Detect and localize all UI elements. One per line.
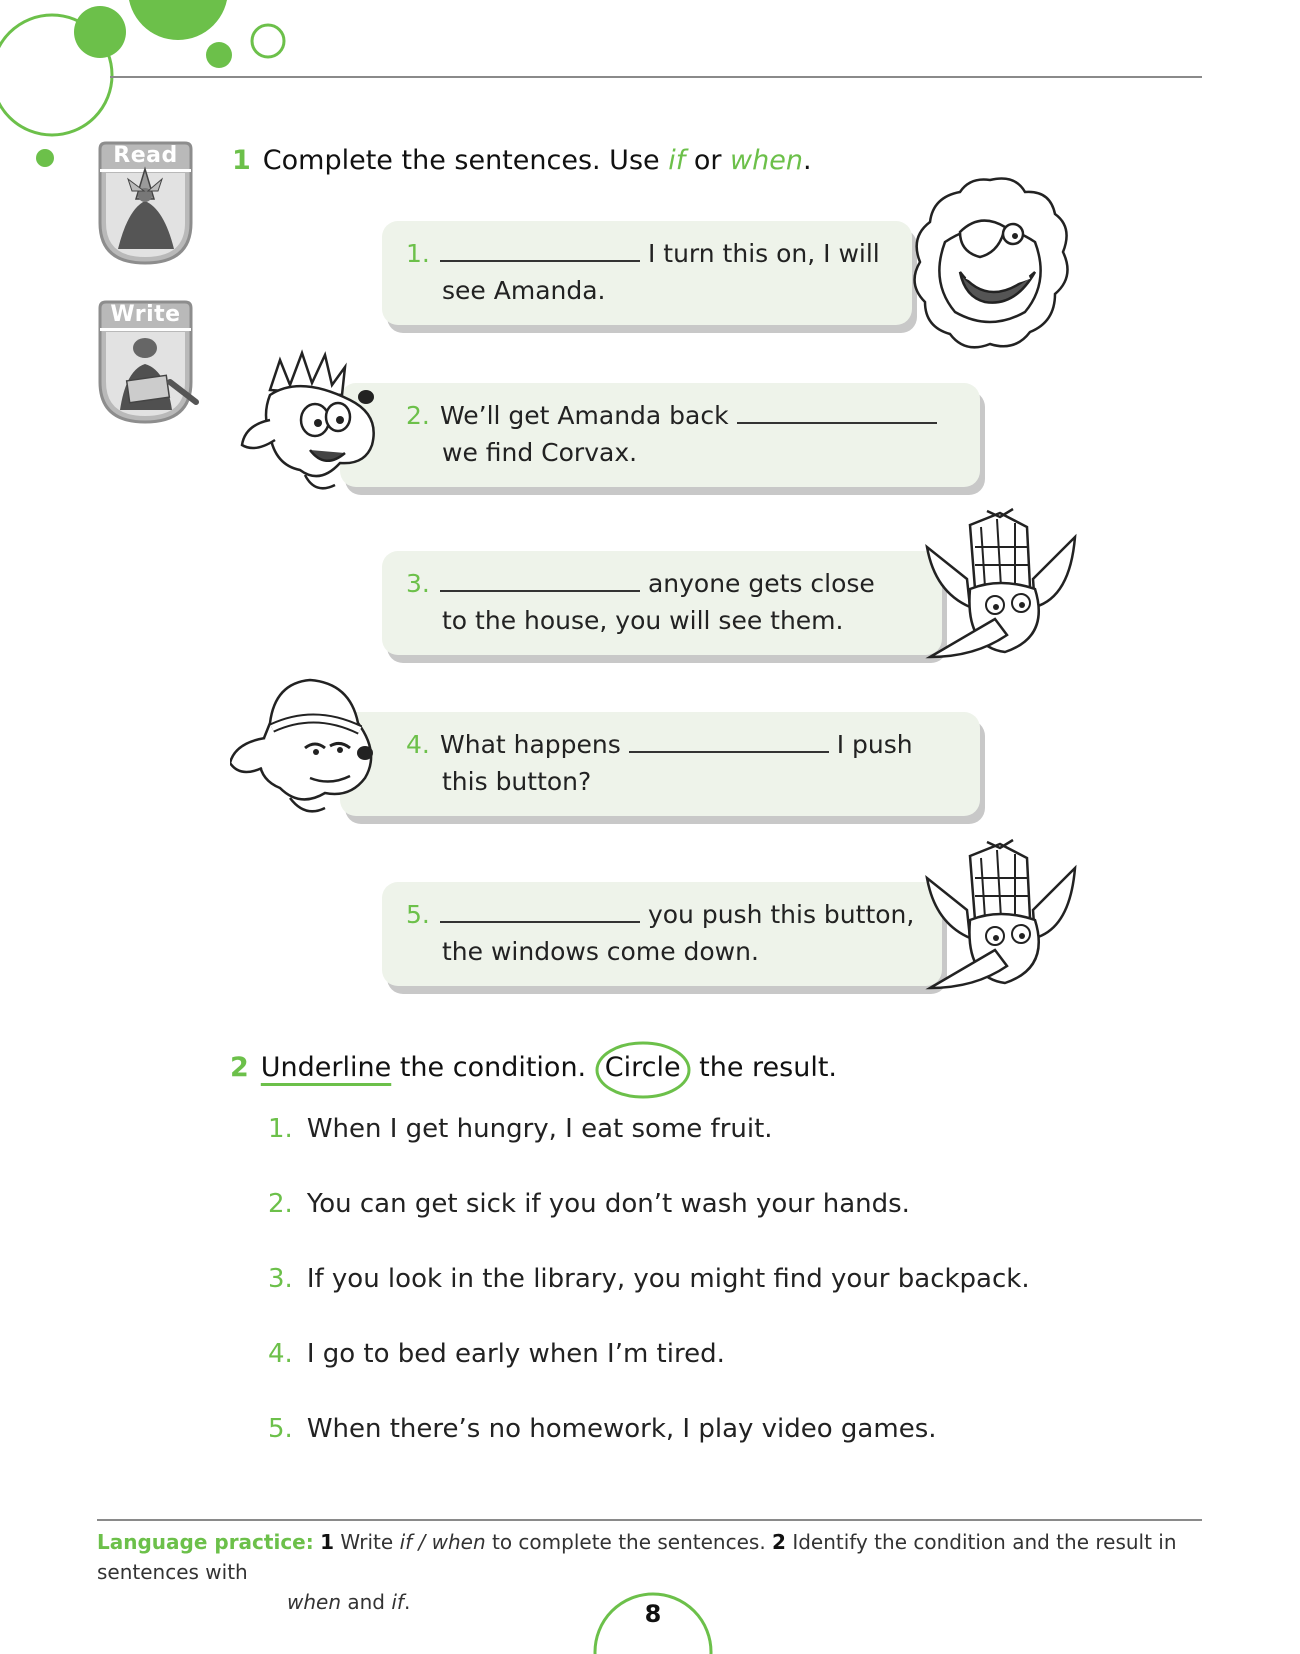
page-number: 8 [644, 1600, 662, 1628]
sentence-4 [406, 726, 913, 800]
sentence-text: you push this button, [647, 900, 915, 929]
footer-number: 2 [772, 1530, 786, 1554]
sentence-text: I push [836, 730, 913, 759]
sentence-text: see Amanda. [442, 276, 606, 305]
sentence-1 [406, 235, 880, 309]
answer-blank-3[interactable] [440, 568, 640, 592]
footer-text: . [403, 1590, 411, 1614]
sentence-text[interactable]: I go to bed early when I’m tired. [306, 1339, 725, 1369]
dog-crown-character-illustration [240, 345, 390, 505]
sentence-text: We’ll get Amanda back [440, 401, 729, 430]
item-number: 5. [406, 900, 430, 929]
header-rule [110, 76, 1202, 78]
footer-text: when [287, 1590, 342, 1614]
goblin-character-illustration [925, 507, 1085, 672]
speech-bubble-3 [382, 551, 942, 655]
exercise-number: 2 [230, 1052, 249, 1083]
list-item [268, 1189, 910, 1219]
sentence-3 [406, 565, 875, 639]
goblin-character-illustration [925, 838, 1085, 1003]
item-number: 3. [268, 1264, 293, 1294]
exercise-2-heading [230, 1052, 837, 1083]
sentence-text: I turn this on, I will [647, 239, 880, 268]
footer-text: and [341, 1590, 392, 1614]
sentence-text: to the house, you will see them. [442, 606, 844, 635]
exercise-number: 1 [232, 145, 251, 176]
instruction-text: the condition. [391, 1052, 595, 1083]
list-item [268, 1264, 1030, 1294]
footer-text: if [391, 1590, 404, 1614]
answer-blank-4[interactable] [629, 729, 829, 753]
item-number: 2. [406, 401, 430, 430]
instruction-end: . [802, 145, 812, 176]
dog-headband-character-illustration [230, 668, 380, 828]
item-number: 2. [268, 1189, 293, 1219]
speech-bubble-4 [340, 712, 980, 816]
sentence-text: What happens [440, 730, 621, 759]
write-badge-label: Write [110, 302, 181, 327]
footer-text: Identify the condition and the result in sentences with [97, 1530, 1177, 1584]
item-number: 1. [406, 239, 430, 268]
lion-character-illustration [905, 172, 1075, 357]
list-item [268, 1414, 937, 1444]
word-or: or [685, 145, 731, 176]
list-item [268, 1114, 773, 1144]
read-badge [98, 139, 193, 267]
sentence-text[interactable]: You can get sick if you don’t wash your hands. [306, 1189, 910, 1219]
instruction-text: Complete the sentences. Use [262, 145, 669, 176]
sentence-text[interactable]: If you look in the library, you might find your backpack. [306, 1264, 1030, 1294]
word-if: if [668, 145, 686, 176]
list-item [268, 1339, 725, 1369]
answer-blank-2[interactable] [737, 400, 937, 424]
word-circle-text: Circle [604, 1052, 681, 1083]
item-number: 4. [406, 730, 430, 759]
item-number: 5. [268, 1414, 293, 1444]
footer-number: 1 [320, 1530, 335, 1554]
footer-text: Write [334, 1530, 400, 1554]
item-number: 1. [268, 1114, 293, 1144]
answer-blank-1[interactable] [440, 238, 640, 262]
word-underline: Underline [260, 1052, 392, 1083]
sentence-text: this button? [442, 767, 592, 796]
sentence-text[interactable]: When I get hungry, I eat some fruit. [306, 1114, 773, 1144]
item-number: 3. [406, 569, 430, 598]
footer-label: Language practice: [97, 1530, 314, 1554]
word-circle [597, 1052, 689, 1083]
read-badge-label: Read [113, 143, 178, 168]
speech-bubble-1 [382, 221, 912, 325]
footer-rule [97, 1519, 1202, 1521]
sentence-2 [406, 397, 937, 471]
sentence-text: we find Corvax. [442, 438, 638, 467]
sentence-text[interactable]: When there’s no homework, I play video games. [306, 1414, 937, 1444]
sentence-text: anyone gets close [647, 569, 875, 598]
sentence-5 [406, 896, 914, 970]
word-when: when [730, 145, 803, 176]
speech-bubble-5 [382, 882, 942, 986]
footer-text: if / when [399, 1530, 486, 1554]
write-badge [98, 298, 193, 426]
speech-bubble-2 [340, 383, 980, 487]
instruction-text: the result. [690, 1052, 838, 1083]
answer-blank-5[interactable] [440, 899, 640, 923]
sentence-text: the windows come down. [442, 937, 759, 966]
item-number: 4. [268, 1339, 293, 1369]
exercise-1-heading [232, 145, 812, 176]
footer-text: to complete the sentences. [485, 1530, 773, 1554]
